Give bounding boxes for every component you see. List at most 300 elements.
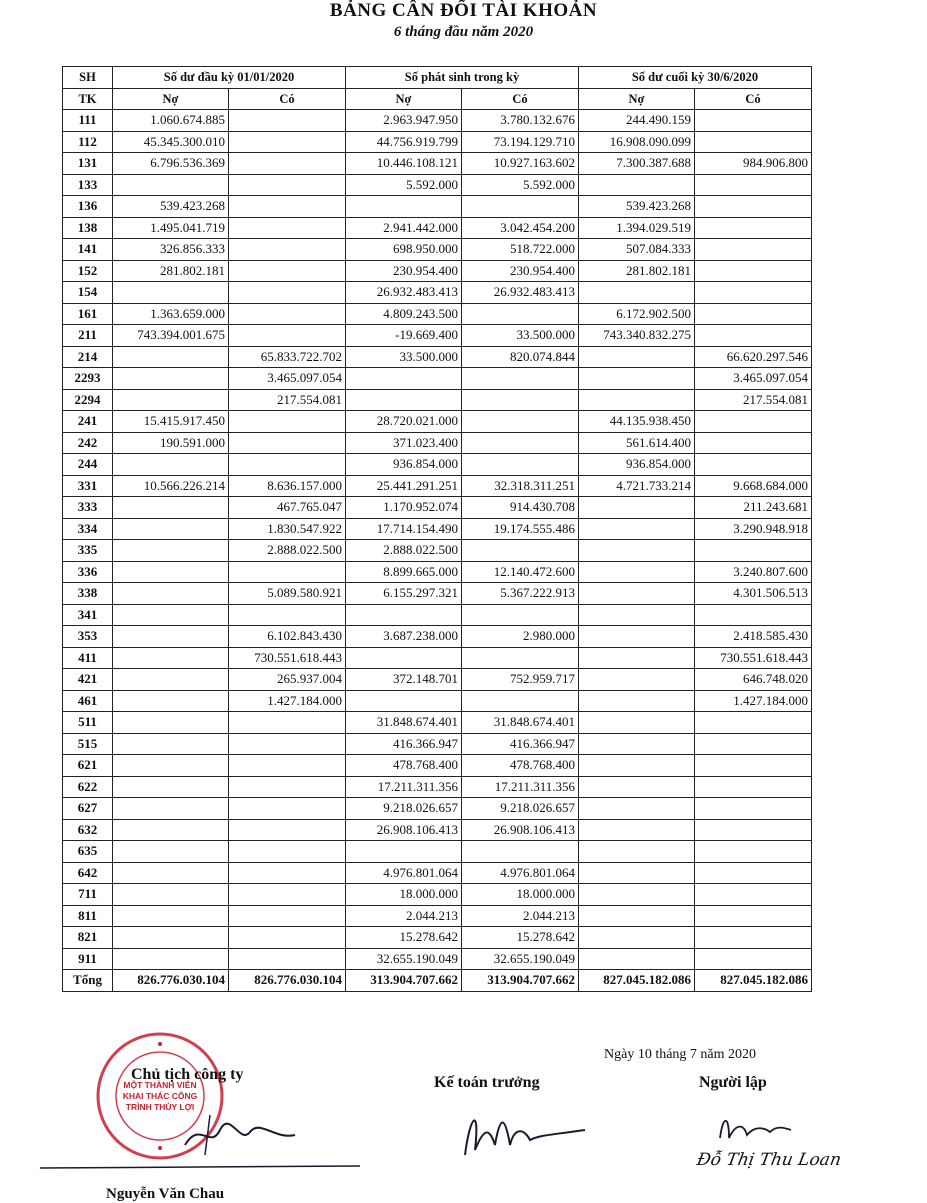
amount-cell: 936.854.000 — [579, 454, 695, 476]
account-code: 811 — [63, 905, 113, 927]
account-code: 211 — [63, 325, 113, 347]
amount-cell — [695, 239, 812, 261]
amount-cell: 15.415.917.450 — [113, 411, 229, 433]
header-debit: Nợ — [579, 88, 695, 110]
amount-cell — [695, 776, 812, 798]
amount-cell — [113, 905, 229, 927]
amount-cell: 45.345.300.010 — [113, 131, 229, 153]
amount-cell — [113, 776, 229, 798]
chairman-label: Chủ tịch công ty — [131, 1066, 244, 1083]
account-code: 353 — [63, 626, 113, 648]
amount-cell: 539.423.268 — [113, 196, 229, 218]
amount-cell: 3.240.807.600 — [695, 561, 812, 583]
amount-cell: 936.854.000 — [346, 454, 462, 476]
amount-cell — [113, 561, 229, 583]
amount-cell — [462, 411, 579, 433]
amount-cell — [229, 604, 346, 626]
header-debit: Nợ — [346, 88, 462, 110]
amount-cell: 9.218.026.657 — [462, 798, 579, 820]
amount-cell: 18.000.000 — [462, 884, 579, 906]
amount-cell: 281.802.181 — [579, 260, 695, 282]
amount-cell — [229, 174, 346, 196]
header-tk: TK — [63, 88, 113, 110]
amount-cell — [113, 540, 229, 562]
table-row — [63, 518, 812, 540]
amount-cell — [579, 905, 695, 927]
amount-cell: 66.620.297.546 — [695, 346, 812, 368]
amount-cell: 1.830.547.922 — [229, 518, 346, 540]
amount-cell — [579, 647, 695, 669]
amount-cell — [695, 411, 812, 433]
amount-cell — [579, 712, 695, 734]
amount-cell — [113, 862, 229, 884]
amount-cell — [229, 776, 346, 798]
account-code: 622 — [63, 776, 113, 798]
amount-cell — [462, 389, 579, 411]
amount-cell: 820.074.844 — [462, 346, 579, 368]
amount-cell — [695, 712, 812, 734]
amount-cell — [579, 174, 695, 196]
amount-cell — [229, 733, 346, 755]
amount-cell — [579, 540, 695, 562]
amount-cell: 3.465.097.054 — [229, 368, 346, 390]
amount-cell: 730.551.618.443 — [695, 647, 812, 669]
amount-cell: 26.908.106.413 — [462, 819, 579, 841]
amount-cell: 1.495.041.719 — [113, 217, 229, 239]
amount-cell: 561.614.400 — [579, 432, 695, 454]
amount-cell: 467.765.047 — [229, 497, 346, 519]
amount-cell: 217.554.081 — [229, 389, 346, 411]
amount-cell: 10.566.226.214 — [113, 475, 229, 497]
amount-cell — [229, 303, 346, 325]
amount-cell: 32.318.311.251 — [462, 475, 579, 497]
amount-cell — [346, 841, 462, 863]
table-row — [63, 540, 812, 562]
amount-cell — [579, 841, 695, 863]
amount-cell: 6.796.536.369 — [113, 153, 229, 175]
chairman-signature-icon — [180, 1110, 300, 1160]
amount-cell: 31.848.674.401 — [346, 712, 462, 734]
amount-cell — [113, 647, 229, 669]
table-row — [63, 798, 812, 820]
amount-cell: 2.888.022.500 — [229, 540, 346, 562]
amount-cell — [579, 583, 695, 605]
amount-cell: 26.908.106.413 — [346, 819, 462, 841]
table-row — [63, 282, 812, 304]
account-code: 711 — [63, 884, 113, 906]
amount-cell — [695, 110, 812, 132]
amount-cell — [695, 454, 812, 476]
amount-cell: 1.170.952.074 — [346, 497, 462, 519]
amount-cell — [229, 948, 346, 970]
amount-cell: 8.636.157.000 — [229, 475, 346, 497]
amount-cell — [346, 647, 462, 669]
account-code: 214 — [63, 346, 113, 368]
amount-cell: 44.135.938.450 — [579, 411, 695, 433]
amount-cell: 2.980.000 — [462, 626, 579, 648]
table-row — [63, 583, 812, 605]
account-code: 242 — [63, 432, 113, 454]
amount-cell: 1.060.674.885 — [113, 110, 229, 132]
account-code: 421 — [63, 669, 113, 691]
account-code: 111 — [63, 110, 113, 132]
amount-cell: 4.809.243.500 — [346, 303, 462, 325]
table-row — [63, 153, 812, 175]
table-row — [63, 712, 812, 734]
amount-cell — [695, 282, 812, 304]
amount-cell — [229, 282, 346, 304]
amount-cell: 3.042.454.200 — [462, 217, 579, 239]
amount-cell: 17.714.154.490 — [346, 518, 462, 540]
table-row — [63, 927, 812, 949]
amount-cell — [113, 841, 229, 863]
account-code: 334 — [63, 518, 113, 540]
amount-cell — [113, 454, 229, 476]
amount-cell: 230.954.400 — [346, 260, 462, 282]
amount-cell: 743.340.832.275 — [579, 325, 695, 347]
table-row — [63, 626, 812, 648]
amount-cell: 12.140.472.600 — [462, 561, 579, 583]
stamp-text: MỘT THÀNH VIÊN KHAI THÁC CÔNG TRÌNH THỦY LỢI — [122, 1080, 198, 1112]
table-row — [63, 497, 812, 519]
amount-cell: 190.591.000 — [113, 432, 229, 454]
amount-cell — [229, 110, 346, 132]
table-row — [63, 755, 812, 777]
amount-cell — [579, 626, 695, 648]
amount-cell: 44.756.919.799 — [346, 131, 462, 153]
account-code: 131 — [63, 153, 113, 175]
trial-balance-table — [62, 66, 812, 992]
amount-cell: 8.899.665.000 — [346, 561, 462, 583]
amount-cell: 743.394.001.675 — [113, 325, 229, 347]
amount-cell — [695, 884, 812, 906]
amount-cell: 478.768.400 — [346, 755, 462, 777]
amount-cell — [113, 712, 229, 734]
amount-cell — [462, 454, 579, 476]
amount-cell: 478.768.400 — [462, 755, 579, 777]
total-row — [63, 970, 812, 992]
total-amount: 826.776.030.104 — [113, 970, 229, 992]
amount-cell — [462, 841, 579, 863]
amount-cell — [229, 862, 346, 884]
account-code: 335 — [63, 540, 113, 562]
amount-cell: 33.500.000 — [462, 325, 579, 347]
table-row — [63, 196, 812, 218]
amount-cell: 2.044.213 — [346, 905, 462, 927]
table-row — [63, 475, 812, 497]
amount-cell — [462, 196, 579, 218]
amount-cell — [462, 432, 579, 454]
amount-cell: 32.655.190.049 — [462, 948, 579, 970]
amount-cell — [695, 819, 812, 841]
amount-cell: 18.000.000 — [346, 884, 462, 906]
amount-cell: 17.211.311.356 — [346, 776, 462, 798]
amount-cell — [695, 755, 812, 777]
amount-cell: 6.172.902.500 — [579, 303, 695, 325]
account-code: 336 — [63, 561, 113, 583]
amount-cell: 2.941.442.000 — [346, 217, 462, 239]
amount-cell: 281.802.181 — [113, 260, 229, 282]
amount-cell — [229, 884, 346, 906]
amount-cell: 646.748.020 — [695, 669, 812, 691]
amount-cell — [229, 905, 346, 927]
table-row — [63, 776, 812, 798]
amount-cell: 518.722.000 — [462, 239, 579, 261]
amount-cell — [346, 604, 462, 626]
chairman-name: Nguyễn Văn Chau — [106, 1186, 225, 1202]
amount-cell — [695, 948, 812, 970]
amount-cell — [695, 325, 812, 347]
amount-cell: 28.720.021.000 — [346, 411, 462, 433]
amount-cell — [113, 346, 229, 368]
amount-cell — [695, 927, 812, 949]
table-row — [63, 561, 812, 583]
amount-cell — [579, 927, 695, 949]
table-row — [63, 131, 812, 153]
amount-cell: 371.023.400 — [346, 432, 462, 454]
amount-cell: 4.721.733.214 — [579, 475, 695, 497]
amount-cell: 10.927.163.602 — [462, 153, 579, 175]
amount-cell: 4.976.801.064 — [346, 862, 462, 884]
amount-cell — [579, 690, 695, 712]
amount-cell — [229, 260, 346, 282]
account-code: 138 — [63, 217, 113, 239]
amount-cell — [579, 776, 695, 798]
amount-cell — [695, 733, 812, 755]
amount-cell — [579, 798, 695, 820]
amount-cell — [113, 669, 229, 691]
amount-cell — [229, 927, 346, 949]
table-row — [63, 432, 812, 454]
amount-cell: 10.446.108.121 — [346, 153, 462, 175]
amount-cell: 5.089.580.921 — [229, 583, 346, 605]
account-code: 133 — [63, 174, 113, 196]
amount-cell: 2.963.947.950 — [346, 110, 462, 132]
amount-cell: 217.554.081 — [695, 389, 812, 411]
preparer-label: Người lập — [699, 1074, 767, 1091]
account-code: 112 — [63, 131, 113, 153]
amount-cell — [346, 368, 462, 390]
amount-cell: 698.950.000 — [346, 239, 462, 261]
account-code: 621 — [63, 755, 113, 777]
amount-cell — [346, 389, 462, 411]
amount-cell: 73.194.129.710 — [462, 131, 579, 153]
amount-cell — [695, 905, 812, 927]
amount-cell: 3.780.132.676 — [462, 110, 579, 132]
amount-cell: 984.906.800 — [695, 153, 812, 175]
amount-cell — [695, 260, 812, 282]
account-code: 2293 — [63, 368, 113, 390]
account-code: 244 — [63, 454, 113, 476]
header-debit: Nợ — [113, 88, 229, 110]
account-code: 411 — [63, 647, 113, 669]
amount-cell: 19.174.555.486 — [462, 518, 579, 540]
amount-cell: 3.687.238.000 — [346, 626, 462, 648]
amount-cell — [462, 303, 579, 325]
account-code: 821 — [63, 927, 113, 949]
account-code: 338 — [63, 583, 113, 605]
amount-cell — [229, 454, 346, 476]
amount-cell — [579, 669, 695, 691]
account-code: 632 — [63, 819, 113, 841]
account-code: 2294 — [63, 389, 113, 411]
amount-cell — [695, 196, 812, 218]
account-code: 333 — [63, 497, 113, 519]
amount-cell: 244.490.159 — [579, 110, 695, 132]
account-code: 511 — [63, 712, 113, 734]
document-title: BẢNG CÂN ĐỐI TÀI KHOẢN — [329, 0, 598, 21]
amount-cell — [579, 282, 695, 304]
amount-cell: 17.211.311.356 — [462, 776, 579, 798]
total-amount: 313.904.707.662 — [462, 970, 579, 992]
account-code: 241 — [63, 411, 113, 433]
amount-cell — [229, 432, 346, 454]
amount-cell — [579, 819, 695, 841]
table-row — [63, 884, 812, 906]
amount-cell: 2.888.022.500 — [346, 540, 462, 562]
header-credit: Có — [462, 88, 579, 110]
amount-cell: 15.278.642 — [346, 927, 462, 949]
chief-accountant-signature-icon — [455, 1095, 595, 1165]
table-row — [63, 841, 812, 863]
amount-cell — [113, 819, 229, 841]
account-code: 515 — [63, 733, 113, 755]
amount-cell — [579, 733, 695, 755]
amount-cell — [695, 217, 812, 239]
amount-cell: 914.430.708 — [462, 497, 579, 519]
amount-cell — [579, 389, 695, 411]
amount-cell — [229, 131, 346, 153]
amount-cell: 1.394.029.519 — [579, 217, 695, 239]
amount-cell — [695, 131, 812, 153]
amount-cell: 31.848.674.401 — [462, 712, 579, 734]
amount-cell: 32.655.190.049 — [346, 948, 462, 970]
amount-cell: 5.592.000 — [346, 174, 462, 196]
amount-cell — [462, 368, 579, 390]
amount-cell — [695, 841, 812, 863]
account-code: 154 — [63, 282, 113, 304]
table-row — [63, 110, 812, 132]
amount-cell — [229, 325, 346, 347]
table-row — [63, 862, 812, 884]
amount-cell: 211.243.681 — [695, 497, 812, 519]
amount-cell — [113, 497, 229, 519]
account-code: 461 — [63, 690, 113, 712]
amount-cell — [229, 841, 346, 863]
header-closing-balance: Số dư cuối kỳ 30/6/2020 — [579, 67, 812, 89]
table-row — [63, 174, 812, 196]
ledger-body — [63, 110, 812, 992]
amount-cell — [113, 927, 229, 949]
amount-cell: 1.363.659.000 — [113, 303, 229, 325]
amount-cell: 730.551.618.443 — [229, 647, 346, 669]
amount-cell: 33.500.000 — [346, 346, 462, 368]
header-credit: Có — [229, 88, 346, 110]
amount-cell — [695, 604, 812, 626]
amount-cell: 26.932.483.413 — [462, 282, 579, 304]
amount-cell: 1.427.184.000 — [229, 690, 346, 712]
amount-cell — [229, 411, 346, 433]
amount-cell: 65.833.722.702 — [229, 346, 346, 368]
amount-cell — [113, 798, 229, 820]
amount-cell — [462, 690, 579, 712]
amount-cell — [695, 540, 812, 562]
amount-cell: 26.932.483.413 — [346, 282, 462, 304]
table-row — [63, 217, 812, 239]
table-row — [63, 733, 812, 755]
amount-cell — [113, 948, 229, 970]
amount-cell — [346, 690, 462, 712]
table-row — [63, 325, 812, 347]
amount-cell — [113, 626, 229, 648]
amount-cell — [579, 604, 695, 626]
amount-cell — [113, 518, 229, 540]
table-row — [63, 411, 812, 433]
amount-cell — [229, 798, 346, 820]
amount-cell — [579, 884, 695, 906]
amount-cell — [579, 368, 695, 390]
amount-cell — [229, 217, 346, 239]
signing-date: Ngày 10 tháng 7 năm 2020 — [604, 1047, 757, 1062]
amount-cell — [462, 604, 579, 626]
amount-cell — [113, 755, 229, 777]
amount-cell — [229, 712, 346, 734]
amount-cell: 2.418.585.430 — [695, 626, 812, 648]
chief-accountant-label: Kế toán trưởng — [434, 1074, 540, 1091]
header-credit: Có — [695, 88, 812, 110]
amount-cell — [229, 561, 346, 583]
account-code: 642 — [63, 862, 113, 884]
preparer-name: Đỗ Thị Thu Loan — [695, 1150, 843, 1170]
account-code: 331 — [63, 475, 113, 497]
amount-cell — [579, 948, 695, 970]
amount-cell — [695, 432, 812, 454]
amount-cell: 1.427.184.000 — [695, 690, 812, 712]
table-row — [63, 669, 812, 691]
amount-cell — [113, 389, 229, 411]
amount-cell — [113, 282, 229, 304]
amount-cell: 7.300.387.688 — [579, 153, 695, 175]
total-amount: 827.045.182.086 — [579, 970, 695, 992]
amount-cell: 15.278.642 — [462, 927, 579, 949]
header-sh: SH — [63, 67, 113, 89]
amount-cell — [579, 497, 695, 519]
account-code: 627 — [63, 798, 113, 820]
account-code: 136 — [63, 196, 113, 218]
amount-cell: 6.102.843.430 — [229, 626, 346, 648]
table-row — [63, 604, 812, 626]
amount-cell — [113, 174, 229, 196]
amount-cell — [113, 690, 229, 712]
amount-cell — [113, 733, 229, 755]
amount-cell — [113, 604, 229, 626]
amount-cell — [346, 196, 462, 218]
amount-cell: 9.668.684.000 — [695, 475, 812, 497]
amount-cell — [579, 518, 695, 540]
amount-cell — [462, 647, 579, 669]
amount-cell: 416.366.947 — [346, 733, 462, 755]
table-row — [63, 368, 812, 390]
total-amount: 826.776.030.104 — [229, 970, 346, 992]
account-code: 635 — [63, 841, 113, 863]
amount-cell: 9.218.026.657 — [346, 798, 462, 820]
amount-cell — [462, 540, 579, 562]
table-row — [63, 389, 812, 411]
amount-cell — [695, 798, 812, 820]
amount-cell: -19.669.400 — [346, 325, 462, 347]
amount-cell — [579, 862, 695, 884]
account-code: 152 — [63, 260, 113, 282]
